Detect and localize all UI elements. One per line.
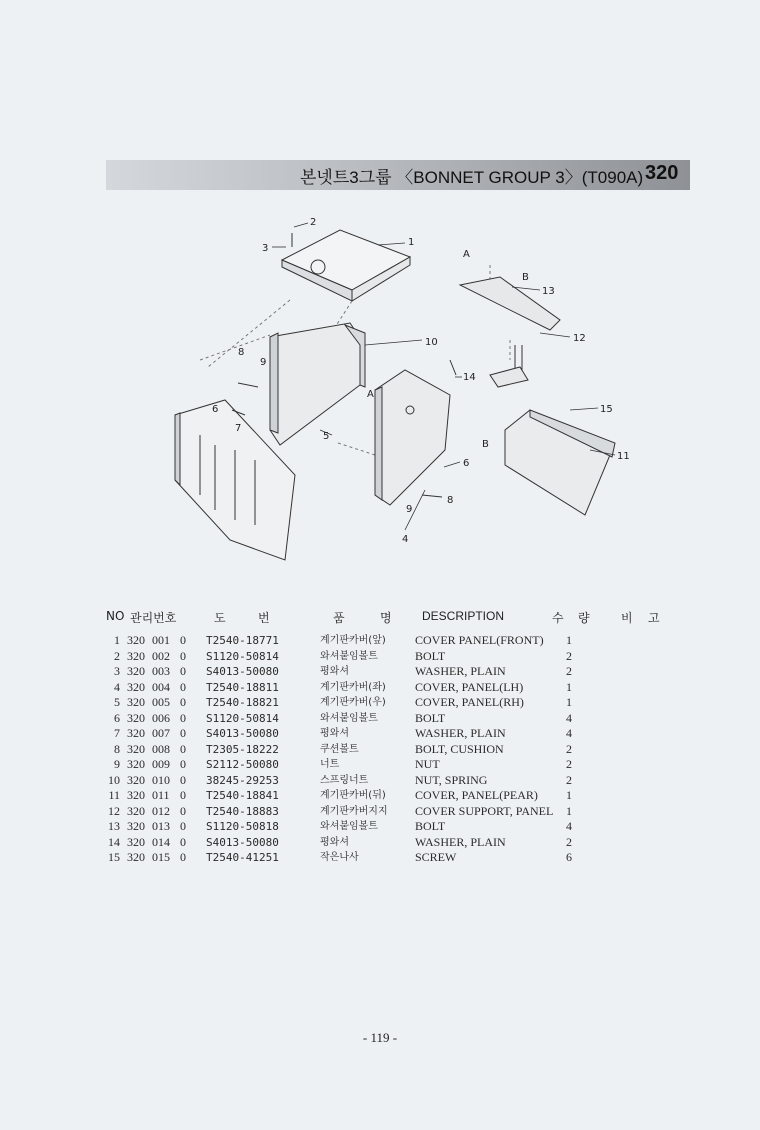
row-sub: 014 (152, 834, 170, 849)
parts-list (0, 633, 760, 866)
callout-10: 10 (425, 337, 438, 348)
row-rev: 0 (180, 664, 186, 678)
part-lh-panel (375, 370, 450, 505)
row-no: 9 (114, 757, 120, 771)
callout-3: 3 (262, 243, 269, 254)
header-number: 번 (258, 611, 270, 625)
callout-4: 4 (402, 534, 409, 545)
header-mgmt-number: 관리번호 (130, 611, 177, 625)
row-rev: 0 (180, 757, 186, 771)
row-group: 320 (127, 788, 145, 802)
row-group: 320 (127, 834, 145, 849)
row-description: BOLT (415, 819, 446, 833)
row-korean-name: 평와셔 (320, 728, 349, 739)
callout-11: 11 (617, 451, 630, 462)
row-description: COVER, PANEL(RH) (415, 695, 524, 709)
callout-8b: 8 (447, 495, 454, 506)
table-row (0, 680, 760, 696)
row-no: 11 (108, 788, 120, 802)
row-korean-name: 너트 (320, 759, 340, 770)
row-description: COVER, PANEL(PEAR) (415, 788, 538, 802)
part-front-cover (282, 230, 410, 290)
row-no: 8 (114, 741, 120, 756)
row-group: 320 (127, 664, 145, 678)
row-group: 320 (127, 648, 145, 663)
row-quantity: 1 (566, 695, 572, 709)
table-row (0, 742, 760, 758)
row-quantity: 2 (566, 757, 572, 771)
row-rev: 0 (180, 695, 186, 709)
row-part-number: T2305-18222 (206, 742, 279, 756)
row-sub: 009 (152, 757, 170, 771)
table-row (0, 633, 760, 649)
row-part-number: S1120-50814 (206, 649, 279, 663)
row-rev: 0 (180, 850, 186, 864)
row-quantity: 1 (566, 633, 572, 647)
header-remarks: 비 (621, 611, 633, 625)
row-description: SCREW (415, 850, 457, 864)
callout-9a: 9 (260, 357, 267, 368)
table-row (0, 773, 760, 789)
page-number: - 119 - (362, 1030, 398, 1045)
row-no: 14 (108, 834, 120, 849)
row-korean-name: 계기판카버(우) (320, 697, 386, 708)
letter-b-2: B (482, 439, 489, 450)
group-number: 320 (645, 162, 679, 184)
header-no: NO (106, 609, 125, 623)
row-rev: 0 (180, 741, 186, 756)
row-no: 3 (114, 664, 120, 678)
row-sub: 015 (152, 850, 170, 864)
row-sub: 005 (152, 695, 170, 709)
table-row (0, 788, 760, 804)
row-group: 320 (127, 850, 145, 864)
row-part-number: T2540-18883 (206, 804, 279, 818)
row-sub: 001 (152, 633, 170, 647)
row-group: 320 (127, 695, 145, 709)
row-rev: 0 (180, 803, 186, 818)
row-description: WASHER, PLAIN (415, 726, 506, 740)
letter-b-1: B (522, 272, 529, 283)
row-sub: 004 (152, 679, 170, 694)
letter-a-2: A (367, 389, 374, 400)
part-rh-panel (270, 323, 365, 445)
row-sub: 002 (152, 648, 170, 663)
row-sub: 010 (152, 772, 170, 787)
exploded-parts-diagram (160, 205, 640, 570)
row-quantity: 2 (566, 648, 572, 663)
row-korean-name: 와셔붙임볼트 (320, 650, 378, 662)
table-row (0, 711, 760, 727)
table-row (0, 819, 760, 835)
row-part-number: T2540-18771 (206, 634, 279, 647)
row-quantity: 4 (566, 819, 572, 833)
row-korean-name: 계기판카버(좌) (320, 681, 386, 693)
row-no: 10 (108, 772, 120, 787)
row-sub: 003 (152, 664, 170, 678)
row-no: 7 (114, 726, 120, 740)
row-sub: 012 (152, 803, 170, 818)
row-quantity: 2 (566, 664, 572, 678)
row-group: 320 (127, 741, 145, 756)
row-description: BOLT (415, 648, 446, 663)
row-group: 320 (127, 726, 145, 740)
row-no: 1 (114, 633, 120, 647)
page-title: 본넷트3그룹 〈BONNET GROUP 3〉(T090A) (300, 168, 644, 187)
callout-5: 5 (323, 431, 330, 442)
row-korean-name: 계기판카버지지 (320, 805, 388, 817)
table-row (0, 757, 760, 773)
row-part-number: S2112-50080 (206, 758, 279, 771)
row-part-number: S4013-50080 (206, 835, 279, 849)
part-cover-support (460, 277, 560, 330)
row-no: 4 (114, 679, 120, 694)
letter-a-1: A (463, 249, 470, 260)
header-description: DESCRIPTION (422, 609, 505, 623)
row-korean-name: 와셔붙임볼트 (320, 821, 378, 832)
row-rev: 0 (180, 633, 186, 647)
row-part-number: S1120-50818 (206, 820, 279, 833)
table-row (0, 804, 760, 820)
row-no: 5 (114, 695, 120, 709)
row-sub: 008 (152, 741, 170, 756)
row-group: 320 (127, 819, 145, 833)
table-row (0, 664, 760, 680)
header-remarks-2: 고 (648, 611, 660, 625)
callout-13: 13 (542, 286, 555, 297)
row-sub: 006 (152, 710, 170, 725)
row-part-number: S4013-50080 (206, 727, 279, 740)
row-rev: 0 (180, 819, 186, 833)
row-part-number: T2540-18841 (206, 789, 279, 802)
row-group: 320 (127, 772, 145, 787)
row-rev: 0 (180, 679, 186, 694)
row-part-number: T2540-18821 (206, 696, 279, 709)
row-quantity: 6 (566, 850, 572, 864)
row-korean-name: 와셔붙임볼트 (320, 712, 378, 724)
diagram-drawing (160, 205, 640, 570)
row-korean-name: 스프링너트 (320, 774, 369, 786)
table-row (0, 850, 760, 866)
row-description: COVER SUPPORT, PANEL (415, 803, 554, 818)
row-description: WASHER, PLAIN (415, 834, 506, 849)
row-quantity: 1 (566, 803, 572, 818)
row-rev: 0 (180, 648, 186, 663)
row-no: 15 (108, 850, 120, 864)
table-row (0, 649, 760, 665)
row-sub: 011 (152, 788, 170, 802)
row-rev: 0 (180, 788, 186, 802)
row-quantity: 2 (566, 741, 572, 756)
row-quantity: 1 (566, 788, 572, 802)
row-description: WASHER, PLAIN (415, 664, 506, 678)
table-row (0, 835, 760, 851)
row-korean-name: 평와셔 (320, 836, 349, 848)
row-description: COVER PANEL(FRONT) (415, 633, 544, 647)
callout-1: 1 (408, 237, 415, 248)
row-group: 320 (127, 633, 145, 647)
row-group: 320 (127, 679, 145, 694)
row-quantity: 2 (566, 772, 572, 787)
row-group: 320 (127, 757, 145, 771)
table-row (0, 726, 760, 742)
row-no: 13 (108, 819, 120, 833)
callout-9b: 9 (406, 504, 413, 515)
header-item: 품 (333, 611, 345, 625)
row-description: COVER, PANEL(LH) (415, 679, 524, 694)
row-korean-name: 계기판카버(뒤) (320, 790, 386, 801)
table-row (0, 695, 760, 711)
callout-7: 7 (235, 423, 242, 434)
row-group: 320 (127, 803, 145, 818)
row-rev: 0 (180, 726, 186, 740)
row-rev: 0 (180, 710, 186, 725)
header-name: 명 (380, 611, 392, 625)
row-quantity: 2 (566, 834, 572, 849)
row-no: 2 (114, 648, 120, 663)
header-quantity: 수 (552, 611, 564, 625)
row-no: 12 (108, 803, 120, 818)
callout-6b: 6 (463, 458, 470, 469)
row-korean-name: 작은나사 (320, 852, 359, 863)
row-part-number: T2540-18811 (206, 680, 279, 694)
row-no: 6 (114, 710, 120, 725)
row-description: BOLT, CUSHION (415, 741, 504, 756)
row-quantity: 4 (566, 710, 572, 725)
header-drawing: 도 (214, 611, 226, 625)
row-sub: 007 (152, 726, 170, 740)
callout-6a: 6 (212, 404, 219, 415)
callout-14: 14 (463, 372, 476, 383)
callout-8a: 8 (238, 347, 245, 358)
row-rev: 0 (180, 834, 186, 849)
row-description: BOLT (415, 710, 446, 725)
row-part-number: S1120-50814 (206, 711, 279, 725)
row-description: NUT (415, 757, 440, 771)
row-quantity: 4 (566, 726, 572, 740)
row-part-number: 38245-29253 (206, 773, 279, 787)
callout-12: 12 (573, 333, 586, 344)
row-korean-name: 계기판카버(앞) (320, 635, 386, 646)
row-part-number: S4013-50080 (206, 665, 279, 678)
callout-15: 15 (600, 404, 613, 415)
row-rev: 0 (180, 772, 186, 787)
row-korean-name: 쿠션볼트 (320, 743, 359, 755)
row-korean-name: 평와셔 (320, 666, 349, 677)
row-quantity: 1 (566, 679, 572, 694)
row-group: 320 (127, 710, 145, 725)
row-description: NUT, SPRING (415, 772, 488, 787)
row-part-number: T2540-41251 (206, 851, 279, 864)
header-quantity-2: 량 (578, 611, 590, 625)
callout-2: 2 (310, 217, 317, 228)
row-sub: 013 (152, 819, 170, 833)
